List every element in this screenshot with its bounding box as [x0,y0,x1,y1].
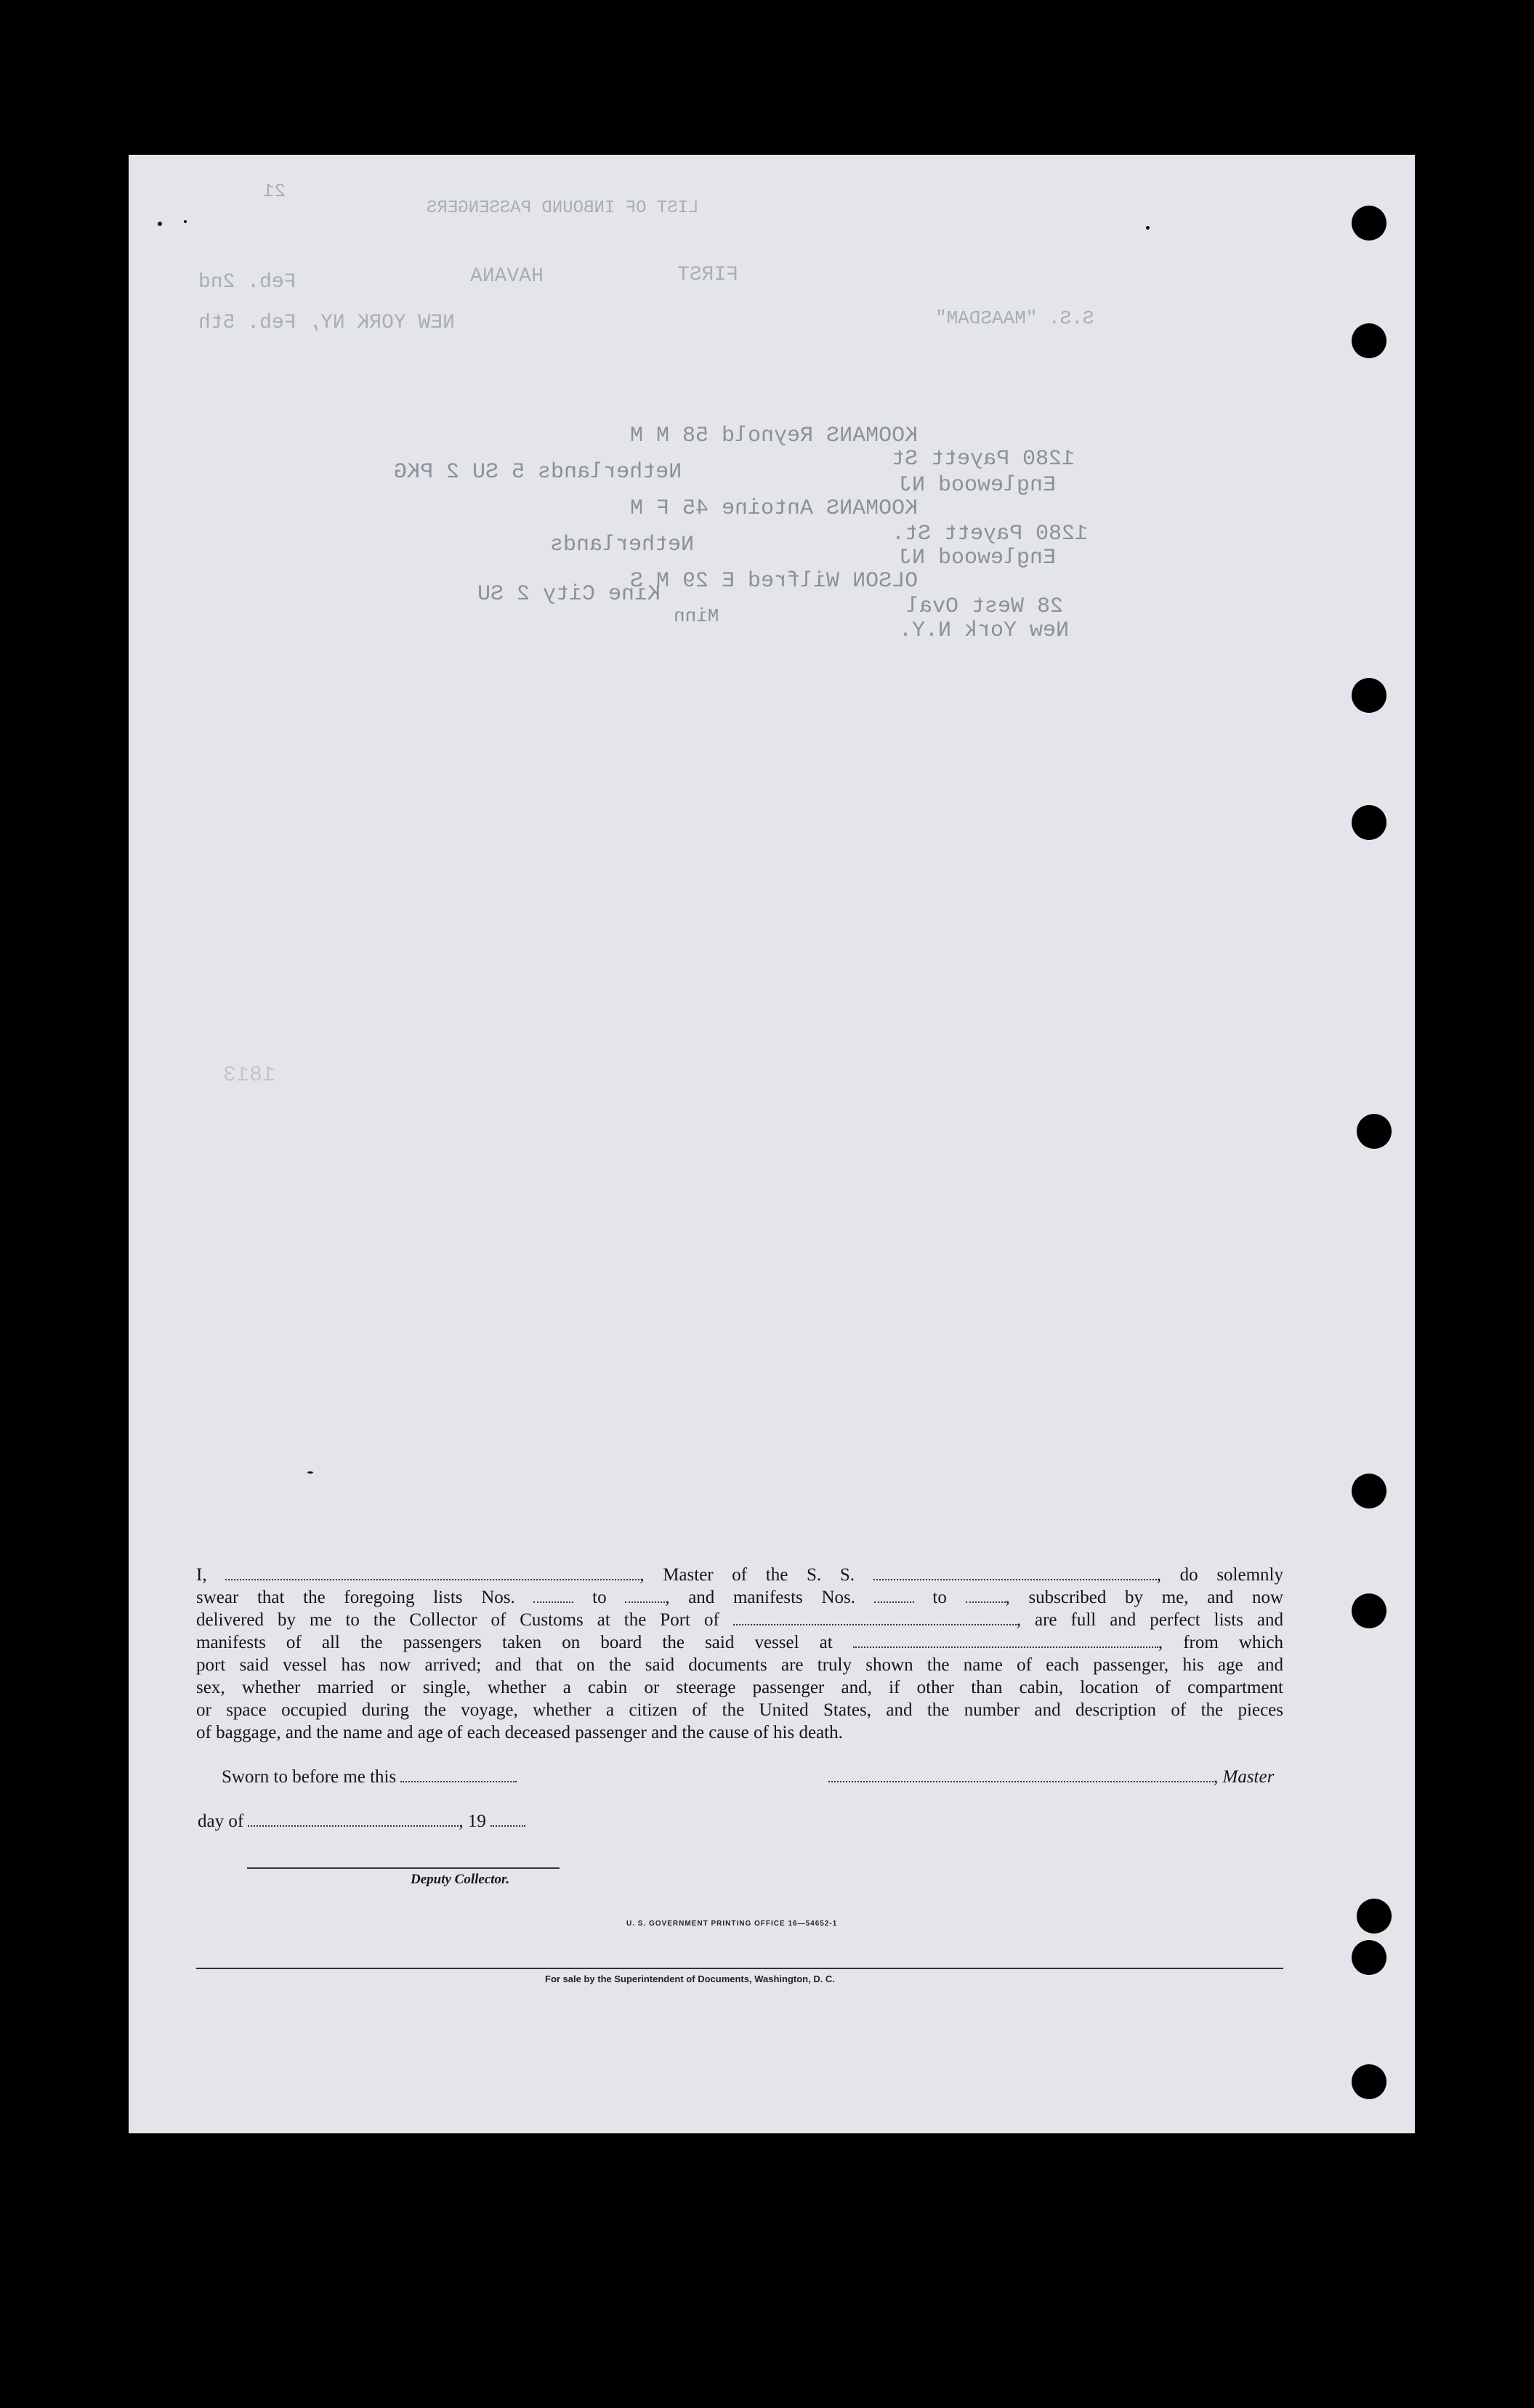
bleed-row: OLSON Wilfred E 29 M S [630,569,919,594]
blank-list-from[interactable] [533,1590,573,1603]
bleed-header-title: LIST OF INBOUND PASSENGERS [427,198,699,218]
bleed-date-from: Feb. 2nd [198,271,296,294]
bleed-row: Englewood NJ [899,473,1057,498]
gpo-imprint: U. S. GOVERNMENT PRINTING OFFICE 16—54652-1 [626,1920,838,1928]
affidavit-fragment: , subscribed by me, and now [1005,1588,1284,1607]
affidavit-line: port said vessel has now arrived; and that on the said documents are truly shown the name of each passenger, his age and [196,1655,1283,1675]
affidavit-fragment: , do solemnly [1156,1565,1283,1585]
master-label: , Master [1214,1767,1275,1787]
affidavit-line [196,1609,1283,1631]
master-signature-line [828,1767,1274,1787]
affidavit-line: sex, whether married or single, whether a cabin or steerage passenger and, if other than cabin, location of compartment [196,1678,1283,1697]
deputy-signature-line[interactable] [247,1867,560,1869]
for-sale-notice: For sale by the Superintendent of Documents, Washington, D. C. [545,1973,835,1984]
bleed-row: KOOMANS Antoine 45 F M [630,496,919,521]
affidavit-fragment: , from which [1158,1633,1284,1652]
punch-hole [1352,1474,1386,1508]
bleed-row: Englewood NJ [899,546,1057,570]
scan-speck [307,1471,313,1474]
punch-hole [1352,206,1386,241]
affidavit-fragment: swear that the foregoing lists Nos. [196,1588,515,1607]
punch-hole [1352,323,1386,358]
day-of-label: day of [198,1811,244,1831]
bleed-ship: S.S. "MAASDAM" [935,307,1094,329]
blank-master-signature[interactable] [828,1769,1214,1782]
affidavit-fragment: delivered by me to the Collector of Customs at the Port of [196,1610,719,1630]
bleed-row-right: Netherlands 5 SU 2 PKG [394,460,682,485]
bleed-row-right: Minn [674,605,719,627]
affidavit-fragment: manifests of all the passengers taken on board the said vessel at [196,1633,833,1652]
sworn-line [222,1767,517,1787]
punch-hole [1357,1899,1392,1934]
scan-speck [184,220,187,223]
affidavit-line: of baggage, and the name and age of each deceased passenger and the cause of his death. [196,1723,843,1742]
bleed-page-number: 21 [263,180,286,202]
bleed-row-right: Netherlands [550,533,695,557]
blank-ship-name[interactable] [873,1567,1157,1580]
blank-port-of-arrival[interactable] [733,1612,1017,1625]
day-of-line [198,1811,525,1832]
blank-manifest-from[interactable] [874,1590,914,1603]
affidavit-fragment: , are full and perfect lists and [1016,1610,1284,1630]
affidavit-line [196,1631,1283,1654]
blank-sworn-day[interactable] [400,1769,517,1782]
affidavit-line [196,1586,1283,1609]
year-label: , 19 [459,1811,486,1831]
blank-month[interactable] [248,1814,459,1827]
bleed-row: KOOMANS Reynold 58 M M [630,424,919,448]
blank-list-to[interactable] [625,1590,665,1603]
deputy-collector-label: Deputy Collector. [411,1872,510,1887]
footer-rule [196,1968,1283,1969]
bleed-port-to: NEW YORK NY, Feb. 5th [198,312,455,334]
bleed-row-right: Kine City 2 SU [477,582,661,607]
blank-port-of-departure[interactable] [853,1635,1158,1648]
blank-master-name[interactable] [225,1567,639,1580]
affidavit-fragment: , and manifests Nos. [665,1588,855,1607]
punch-hole [1352,2064,1386,2099]
punch-hole [1357,1114,1392,1149]
bleed-row: New York N.Y. [899,618,1070,643]
bleed-row: 28 West Oval [906,594,1064,619]
punch-hole [1352,678,1386,713]
affidavit-line [196,1564,1283,1586]
blank-manifest-to[interactable] [966,1590,1006,1603]
bleed-margin-note: 1813 [223,1063,276,1088]
blank-year[interactable] [491,1814,525,1827]
bleed-row: 1280 Payett St. [892,522,1089,546]
manifest-page [129,155,1415,2133]
affidavit-line: or space occupied during the voyage, whether a citizen of the United States, and the number and description of the pieces [196,1700,1283,1720]
affidavit-fragment: , Master of the S. S. [639,1565,855,1585]
sworn-label: Sworn to before me this [222,1767,397,1787]
punch-hole [1352,1940,1386,1975]
bleed-row: 1280 Payett St [892,447,1075,472]
punch-hole [1352,1593,1386,1628]
punch-hole [1352,805,1386,840]
affidavit-text [196,1564,1283,1744]
bleed-class: FIRST [677,264,739,286]
affidavit-fragment: I, [196,1565,207,1585]
bleed-port-from: HAVANA [470,265,544,288]
affidavit-fragment: to [932,1588,947,1607]
affidavit-fragment: to [592,1588,607,1607]
scan-speck [1146,226,1150,230]
scan-speck [158,222,162,226]
